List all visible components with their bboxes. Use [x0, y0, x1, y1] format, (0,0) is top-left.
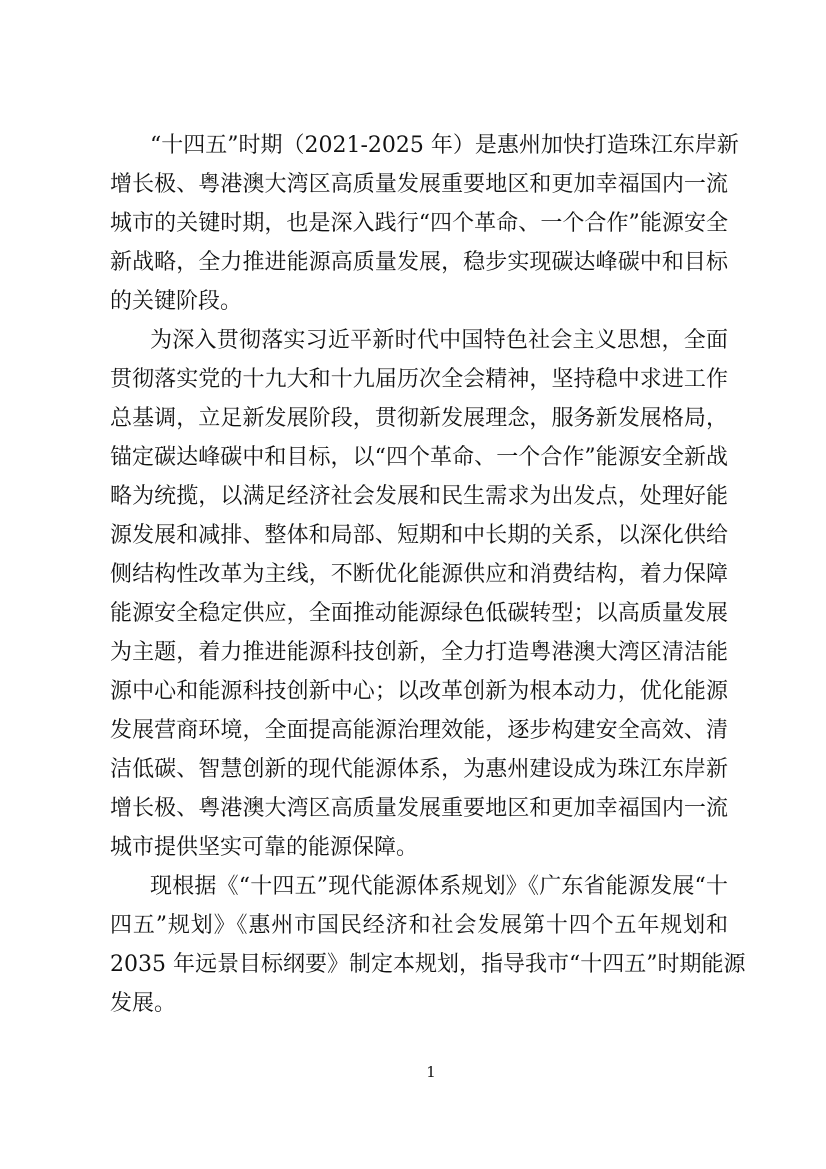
text-line: 为深入贯彻落实习近平新时代中国特色社会主义思想，全面	[150, 328, 728, 353]
text-line: 城市提供坚实可靠的能源保障。	[110, 835, 419, 860]
text-line: 为主题，着力推进能源科技创新，全力打造粤港澳大湾区清洁能	[110, 640, 728, 665]
text-line: 增长极、粤港澳大湾区高质量发展重要地区和更加幸福国内一流	[110, 796, 728, 821]
text-line: 增长极、粤港澳大湾区高质量发展重要地区和更加幸福国内一流	[110, 172, 728, 197]
text-line: 发展营商环境，全面提高能源治理效能，逐步构建安全高效、清	[110, 718, 728, 743]
text-line: 能源安全稳定供应，全面推动能源绿色低碳转型；以高质量发展	[110, 601, 728, 626]
text-line: 贯彻落实党的十九大和十九届历次全会精神，坚持稳中求进工作	[110, 367, 728, 392]
page-number: 1	[426, 1063, 436, 1081]
text-line: 城市的关键时期，也是深入践行“四个革命、一个合作”能源安全	[110, 211, 728, 236]
text-line: 源中心和能源科技创新中心；以改革创新为根本动力，优化能源	[110, 679, 728, 704]
text-line: 发展。	[110, 991, 177, 1016]
paragraph	[110, 867, 746, 1023]
paragraph	[110, 126, 739, 321]
text-line: 2035 年远景目标纲要》制定本规划，指导我市“十四五”时期能源	[110, 952, 746, 977]
text-line: “十四五”时期（2021-2025 年）是惠州加快打造珠江东岸新	[150, 133, 739, 158]
text-line: 锚定碳达峰碳中和目标，以“四个革命、一个合作”能源安全新战	[110, 445, 728, 470]
paragraph	[110, 321, 728, 867]
text-line: 四五”规划》《惠州市国民经济和社会发展第十四个五年规划和	[110, 913, 728, 938]
text-line: 源发展和减排、整体和局部、短期和中长期的关系，以深化供给	[110, 523, 728, 548]
text-line: 总基调，立足新发展阶段，贯彻新发展理念，服务新发展格局，	[110, 406, 728, 431]
document-body	[110, 126, 746, 1023]
text-line: 侧结构性改革为主线，不断优化能源供应和消费结构，着力保障	[110, 562, 728, 587]
text-line: 现根据《“十四五”现代能源体系规划》《广东省能源发展“十	[150, 874, 728, 899]
text-line: 的关键阶段。	[110, 289, 243, 314]
text-line: 略为统揽，以满足经济社会发展和民生需求为出发点，处理好能	[110, 484, 728, 509]
text-line: 洁低碳、智慧创新的现代能源体系，为惠州建设成为珠江东岸新	[110, 757, 728, 782]
text-line: 新战略，全力推进能源高质量发展，稳步实现碳达峰碳中和目标	[110, 250, 728, 275]
